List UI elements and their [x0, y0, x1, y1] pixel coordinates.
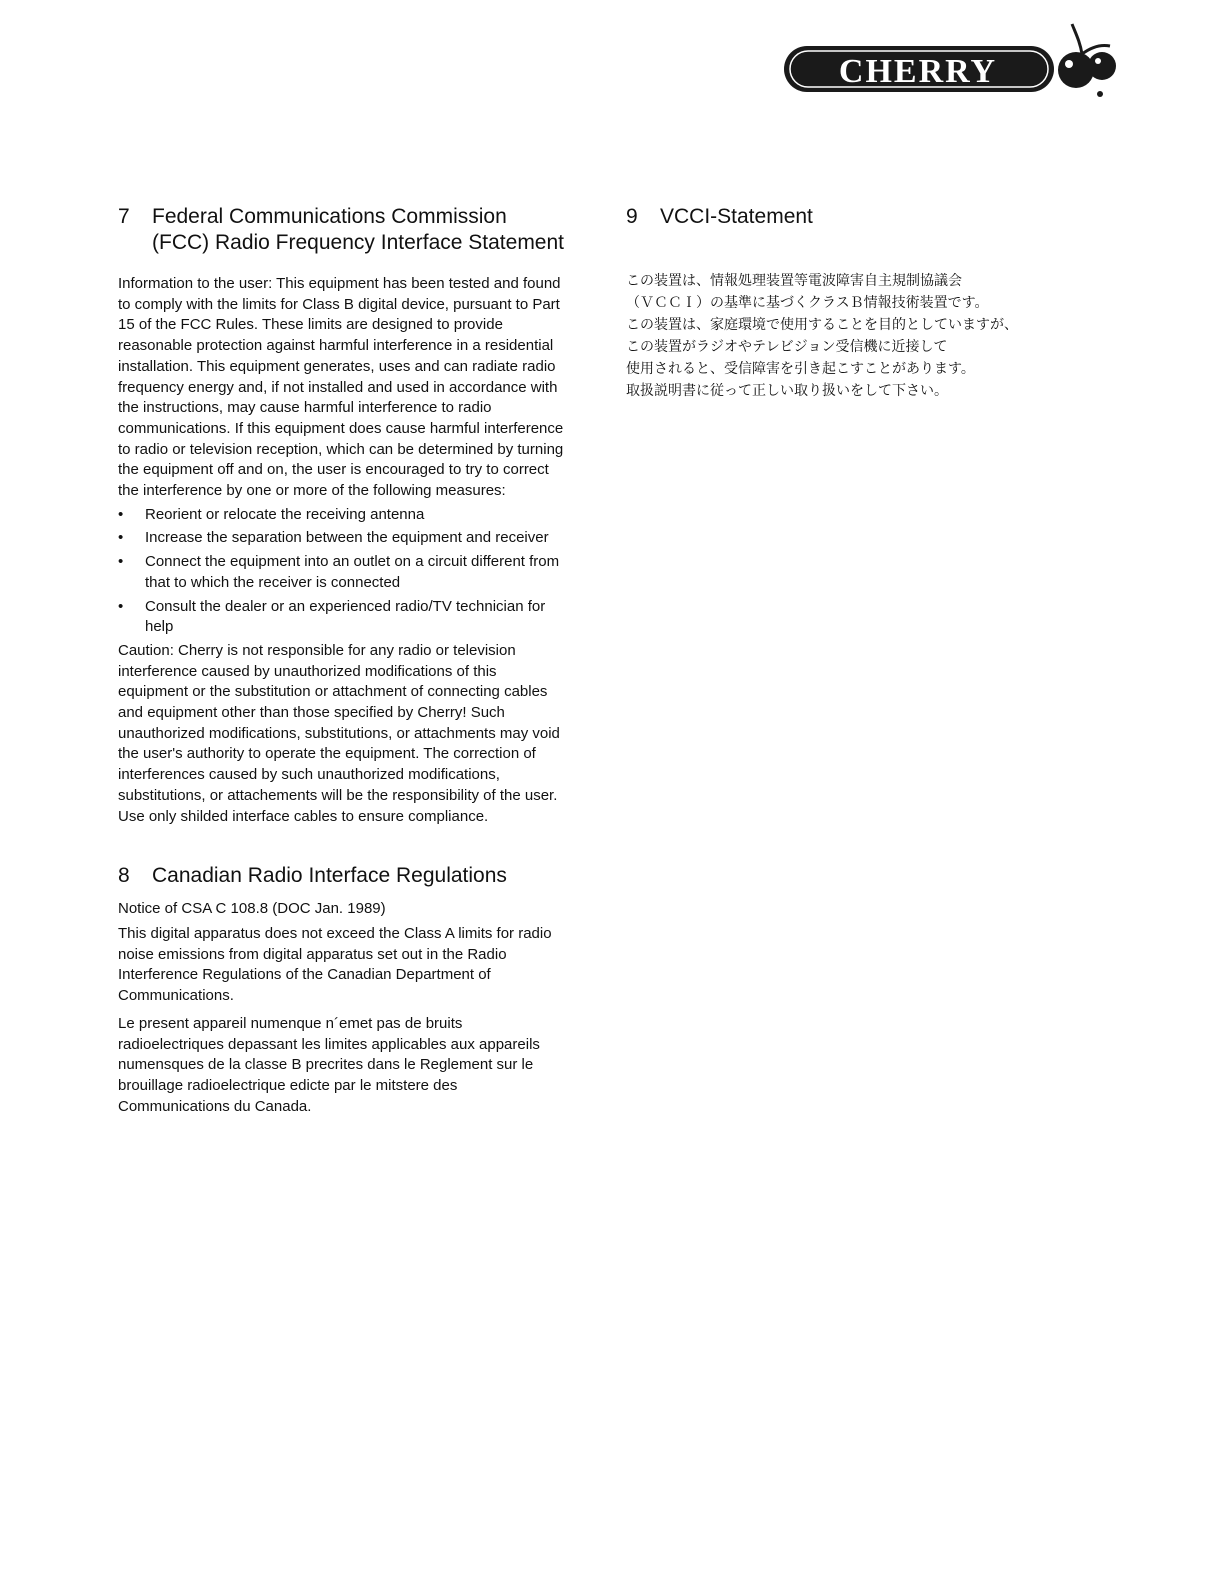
canadian-french-paragraph: Le present appareil numenque n´emet pas de bruits radioelectriques depassant les limites applicables aux appareils numensques de la classe B precrites dans le Reglement sur le brouillage radioelectrique edicte par le mitstere des Communications du Canada.: [118, 1014, 540, 1115]
cherry-logo: [780, 18, 1120, 108]
fcc-heading: [118, 204, 564, 256]
canadian-notice: Notice of CSA C 108.8 (DOC Jan. 1989): [118, 900, 386, 918]
fcc-intro-paragraph: Information to the user: This equipment has been tested and found to comply with the limits for Class B digital device, pursuant to Part 15 of the FCC Rules. These limits are designed to provide reasonable protection against harmful interference in a residential installation. This equipment generates, uses and can radiate radio frequency energy and, if not installed and used in accordance with the instructions, may cause harmful interference to radio communications. If this equipment does cause harmful interference to radio or television reception, which can be determined by turning the equipment off and on, the user is encouraged to try to correct the interference by one or more of the following measures:: [118, 275, 564, 500]
bullet-icon: •: [118, 505, 124, 523]
canadian-section-number: 8: [118, 864, 130, 888]
logo-text: CHERRY: [838, 53, 998, 90]
bullet-icon: •: [118, 529, 124, 547]
canadian-heading: [118, 863, 564, 889]
vcci-line: この装置がラジオやテレビジョン受信機に近接して: [626, 339, 948, 355]
bullet-icon: •: [118, 597, 124, 615]
vcci-line: （ＶＣＣＩ）の基準に基づくクラスＢ情報技術装置です。: [626, 295, 989, 311]
right-column: [626, 204, 1066, 402]
canadian-section-title: Canadian Radio Interface Regulations: [152, 864, 507, 888]
canadian-section: [118, 863, 564, 1117]
vcci-section-title: VCCI-Statement: [660, 205, 813, 228]
list-item: • Increase the separation between the equipment and receiver: [118, 528, 564, 549]
canadian-english-paragraph: This digital apparatus does not exceed the Class A limits for radio noise emissions from digital apparatus set out in the Radio Interference Regulations of the Canadian Department of Communications.: [118, 924, 552, 1005]
fcc-caution-paragraph: Caution: Cherry is not responsible for any radio or television interference caused by unauthorized modifications of this equipment or the substitution or attachment of connecting cables and equipment other than those specified by Cherry! Such unauthorized modifications, substitutions, or attachments may void the user's authority to operate the equipment. The correction of interferences caused by such unauthorized modifications, substitutions, or attachements will be the responsibility of the user. Use only shilded interface cables to ensure compliance.: [118, 641, 560, 825]
left-column: [118, 204, 564, 1120]
vcci-line: この装置は、情報処理装置等電波障害自主規制協議会: [626, 273, 962, 289]
list-item: • Connect the equipment into an outlet on a circuit different from that to which the receiver is connected: [118, 553, 560, 591]
vcci-heading: [626, 204, 1066, 230]
vcci-section-number: 9: [626, 205, 638, 228]
fcc-section-title: Federal Communications Commission (FCC) Radio Frequency Interface Statement: [152, 205, 565, 254]
list-item: • Consult the dealer or an experienced radio/TV technician for help: [118, 597, 546, 636]
list-item: • Reorient or relocate the receiving antenna: [118, 505, 564, 526]
vcci-line: 使用されると、受信障害を引き起こすことがあります。: [626, 361, 975, 377]
cherry-icon: [780, 18, 1120, 108]
fcc-measures-list: [118, 505, 564, 638]
fcc-section-number: 7: [118, 205, 130, 228]
vcci-japanese-statement: [626, 270, 1066, 402]
bullet-icon: •: [118, 553, 124, 571]
vcci-line: この装置は、家庭環境で使用することを目的としていますが、: [626, 317, 1018, 333]
vcci-line: 取扱説明書に従って正しい取り扱いをして下さい。: [626, 383, 948, 399]
